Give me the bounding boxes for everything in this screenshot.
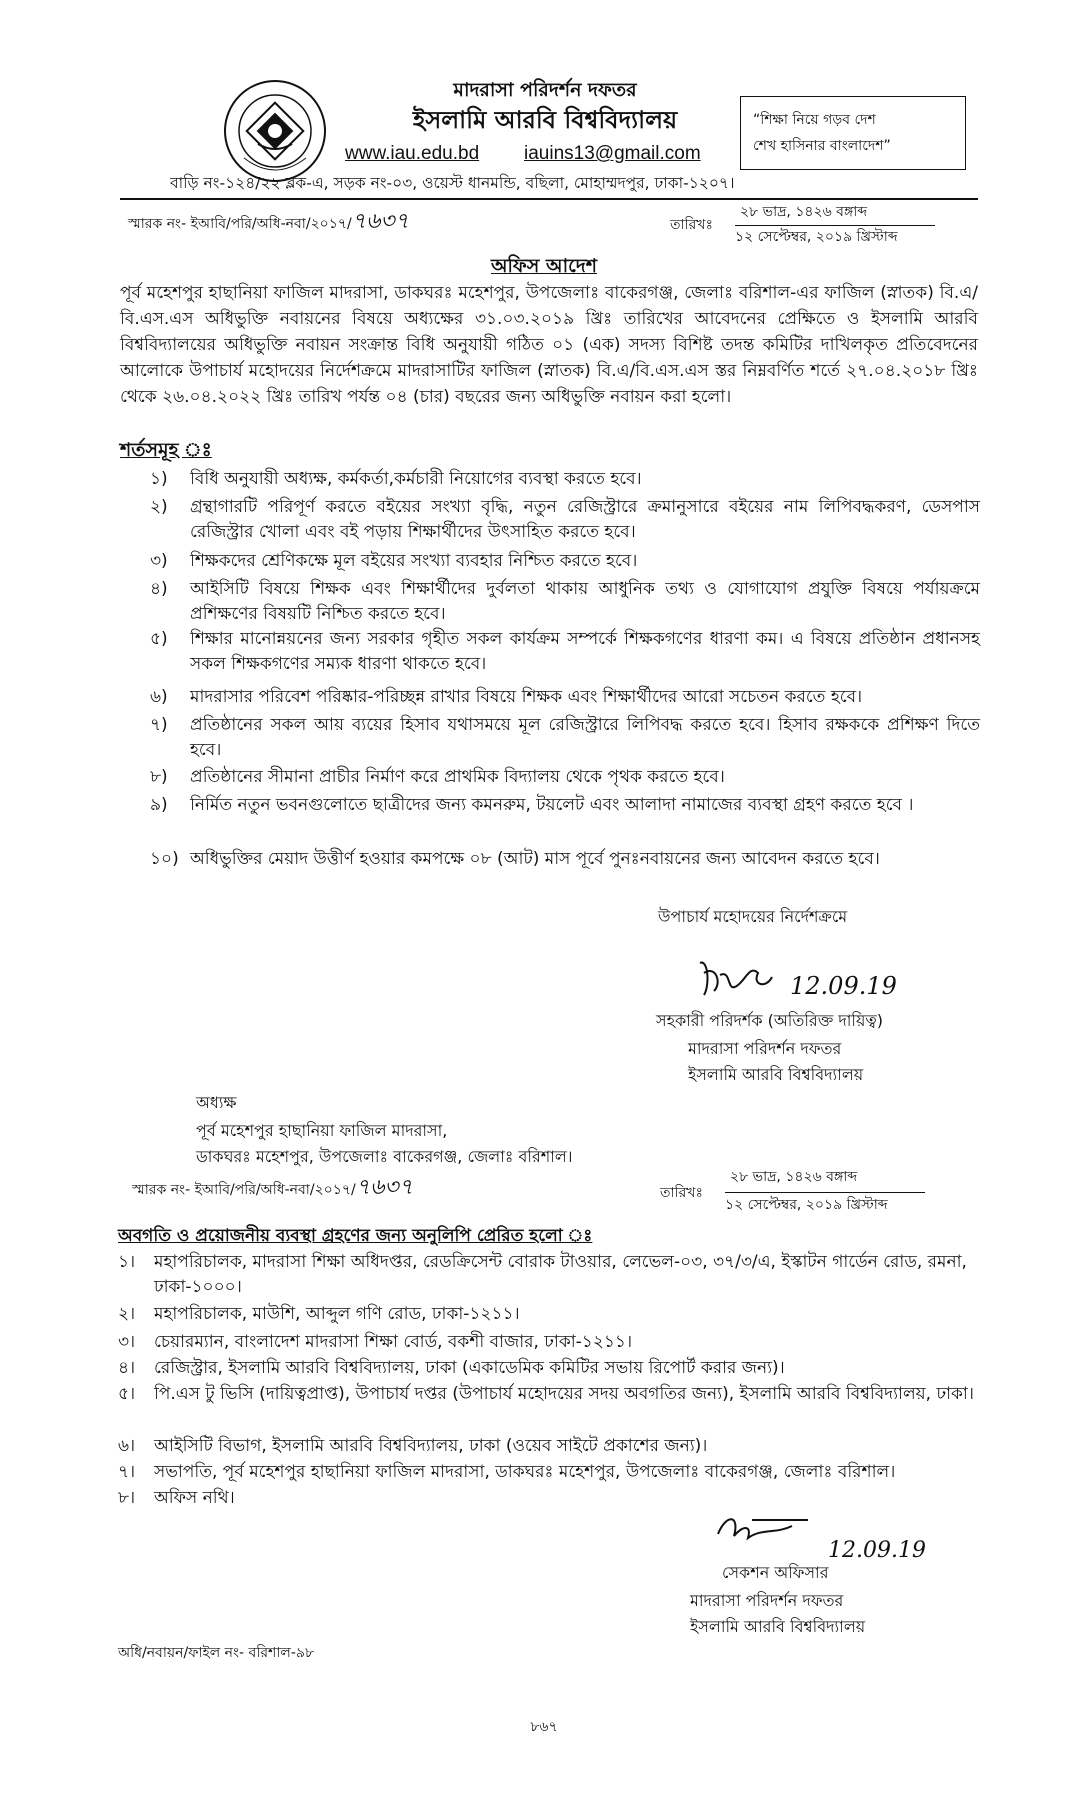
- copy-item: ৬। আইসিটি বিভাগ, ইসলামি আরবি বিশ্ববিদ্যালয়, ঢাকা (ওয়েব সাইটে প্রকাশের জন্য)।: [118, 1436, 708, 1456]
- condition-item: ৫) শিক্ষার মানোন্নয়নের জন্য সরকার গৃহীত সকল কার্যক্রম সম্পর্কে শিক্ষকগণের ধারণা কম। এ বিষয়ে প্রতিষ্ঠান প্রধানসহ সকল শিক্ষকগণের সম্যক ধারণা থাকতে হবে।: [150, 629, 980, 674]
- by-order-line: উপাচার্য মহোদয়ের নির্দেশক্রমে: [658, 907, 848, 926]
- condition-item: ৯) নির্মিত নতুন ভবনগুলোতে ছাত্রীদের জন্য কমনরুম, টয়লেট এবং আলাদা নামাজের ব্যবস্থা গ্রহণ করতে হবে ।: [150, 795, 914, 815]
- condition-item: ৩) শিক্ষকদের শ্রেণিকক্ষে মূল বইয়ের সংখ্যা ব্যবহার নিশ্চিত করতে হবে।: [150, 551, 638, 571]
- condition-item: ১০) অধিভুক্তির মেয়াদ উত্তীর্ণ হওয়ার কমপক্ষে ০৮ (আট) মাস পূর্বে পুনঃনবায়নের জন্য আবেদন করতে হবে।: [150, 849, 880, 869]
- slogan-line-1: “শিক্ষা নিয়ে গড়ব দেশ: [753, 112, 876, 128]
- signatory-1-title: সহকারী পরিদর্শক (অতিরিক্ত দায়িত্ব): [656, 1011, 884, 1030]
- memo-date-gregorian: ১২ সেপ্টেম্বর, ২০১৯ খ্রিস্টাব্দ: [735, 229, 898, 245]
- recipient-address: ডাকঘরঃ মহেশপুর, উপজেলাঃ বাকেরগঞ্জ, জেলাঃ বরিশাল।: [196, 1147, 573, 1166]
- memo-2-ref: [132, 1175, 413, 1200]
- copy-item: ৮। অফিস নথি।: [118, 1488, 235, 1508]
- memo-2-date-bangla: ২৮ ভাদ্র, ১৪২৬ বঙ্গাব্দ: [730, 1169, 858, 1185]
- memo-2-date-rule: [725, 1192, 925, 1193]
- memo-2-date-gregorian: ১২ সেপ্টেম্বর, ২০১৯ খ্রিস্টাব্দ: [725, 1197, 888, 1213]
- slogan-box: [740, 96, 966, 170]
- memo-ref-number: ৭৬৩৭: [351, 209, 409, 234]
- signature-2: [712, 1508, 822, 1548]
- signature-2-date: 12.09.19: [828, 1538, 926, 1563]
- copy-item: ৪। রেজিস্ট্রার, ইসলামি আরবি বিশ্ববিদ্যালয়, ঢাকা (একাডেমিক কমিটির সভায় রিপোর্ট করার জন্য)।: [118, 1358, 785, 1378]
- memo-2-date-label: তারিখঃ: [660, 1185, 703, 1201]
- condition-item: ৬) মাদরাসার পরিবেশ পরিষ্কার-পরিচ্ছন্ন রাখার বিষয়ে শিক্ষক এবং শিক্ষার্থীদের আরো সচেতন করতে হবে।: [150, 687, 863, 707]
- header-rule: [120, 198, 978, 200]
- condition-item: ২) গ্রন্থাগারটি পরিপূর্ণ করতে বইয়ের সংখ্যা বৃদ্ধি, নতুন রেজিস্ট্রারে ক্রমানুসারে বইয়ের নাম লিপিবদ্ধকরণ, ডেসপাস রেজিস্ট্রার খোলা এবং বই পড়ায় শিক্ষার্থীদের উৎসাহিত করতে হবে।: [150, 497, 980, 542]
- memo-ref-text: স্মারক নং- ইআবি/পরি/অধি-নবা/২০১৭/: [128, 216, 352, 232]
- slogan-line-2: শেখ হাসিনার বাংলাদেশ”: [753, 138, 891, 154]
- copy-item: ৩। চেয়ারম্যান, বাংলাদেশ মাদরাসা শিক্ষা বোর্ড, বকশী বাজার, ঢাকা-১২১১।: [118, 1332, 633, 1352]
- file-number: অধি/নবায়ন/ফাইল নং- বরিশাল-৯৮: [118, 1645, 315, 1661]
- copy-item: ৭। সভাপতি, পূর্ব মহেশপুর হাছানিয়া ফাজিল মাদরাসা, ডাকঘরঃ মহেশপুর, উপজেলাঃ বাকেরগঞ্জ, জেলাঃ বরিশাল।: [118, 1462, 896, 1482]
- recipient-title: অধ্যক্ষ: [196, 1093, 237, 1112]
- condition-item: ৮) প্রতিষ্ঠানের সীমানা প্রাচীর নির্মাণ করে প্রাথমিক বিদ্যালয় থেকে পৃথক করতে হবে।: [150, 767, 725, 787]
- conditions-title: শর্তসমূহ ঃ: [120, 439, 212, 461]
- signatory-1-university: ইসলামি আরবি বিশ্ববিদ্যালয়: [688, 1065, 864, 1084]
- condition-item: ৪) আইসিটি বিষয়ে শিক্ষক এবং শিক্ষার্থীদের দুর্বলতা থাকায় আধুনিক তথ্য ও যোগাযোগ প্রযুক্তি বিষয়ে পর্যায়ক্রমে প্রশিক্ষণের বিষয়টি নিশ্চিত করতে হবে।: [150, 579, 980, 624]
- copy-item: ২। মহাপরিচালক, মাউশি, আব্দুল গণি রোড, ঢাকা-১২১১।: [118, 1304, 520, 1324]
- memo-ref: [128, 209, 409, 234]
- order-title: অফিস আদেশ: [491, 255, 597, 277]
- office-address: বাড়ি নং-১২৪/২২ ব্লক-এ, সড়ক নং-০৩, ওয়েস্ট ধানমন্ডি, বছিলা, মোহাম্মদপুর, ঢাকা-১২০৭।: [170, 174, 735, 192]
- order-body: পূর্ব মহেশপুর হাছানিয়া ফাজিল মাদরাসা, ডাকঘরঃ মহেশপুর, উপজেলাঃ বাকেরগঞ্জ, জেলাঃ বরিশাল-এর ফাজিল (স্নাতক) বি.এ/বি.এস.এস অধিভুক্তি নবায়নের বিষয়ে অধ্যক্ষের ৩১.০৩.২০১৯ খ্রিঃ তারিখের আবেদনের প্রেক্ষিতে ও ইসলামি আরবি বিশ্ববিদ্যালয়ের অধিভুক্তি নবায়ন সংক্রান্ত বিধি অনুযায়ী গঠিত ০১ (এক) সদস্য বিশিষ্ট তদন্ত কমিটির দাখিলকৃত প্রতিবেদনের আলোকে উপাচার্য মহোদয়ের নির্দেশক্রমে মাদরাসাটির ফাজিল (স্নাতক) বি.এ/বি.এস.এস স্তর নিম্নবর্ণিত শর্তে ২৭.০৪.২০১৮ খ্রিঃ থেকে ২৬.০৪.২০২২ খ্রিঃ তারিখ পর্যন্ত ০৪ (চার) বছরের জন্য অধিভুক্তি নবায়ন করা হলো।: [120, 283, 978, 407]
- memo-date-rule: [735, 225, 935, 226]
- memo-date-label: তারিখঃ: [670, 217, 713, 233]
- website-link[interactable]: www.iau.edu.bd: [345, 143, 480, 164]
- copy-item: ১। মহাপরিচালক, মাদরাসা শিক্ষা অধিদপ্তর, রেডক্রিসেন্ট বোরাক টাওয়ার, লেভেল-০৩, ৩৭/৩/এ, ইস্কাটন গার্ডেন রোড, রমনা, ঢাকা-১০০০।: [118, 1252, 967, 1297]
- copies-title: অবগতি ও প্রয়োজনীয় ব্যবস্থা গ্রহণের জন্য অনুলিপি প্রেরিত হলো ঃ: [118, 1226, 593, 1246]
- signatory-2-office: মাদরাসা পরিদর্শন দফতর: [690, 1591, 844, 1610]
- page-number: ৮৬৭: [530, 1719, 558, 1735]
- signatory-2-title: সেকশন অফিসার: [722, 1563, 829, 1582]
- signature-1-date: 12.09.19: [790, 972, 897, 1000]
- office-name: মাদরাসা পরিদর্শন দফতর: [453, 79, 637, 101]
- condition-item: ১) বিধি অনুযায়ী অধ্যক্ষ, কর্মকর্তা,কর্মচারী নিয়োগের ব্যবস্থা করতে হবে।: [150, 469, 642, 489]
- copy-item: ৫। পি.এস টু ভিসি (দায়িত্বপ্রাপ্ত), উপাচার্য দপ্তর (উপাচার্য মহোদয়ের সদয় অবগতির জন্য), ইসলামি আরবি বিশ্ববিদ্যালয়, ঢাকা।: [118, 1384, 974, 1404]
- condition-item: ৭) প্রতিষ্ঠানের সকল আয় ব্যয়ের হিসাব যথাসময়ে মূল রেজিস্ট্রারে লিপিবদ্ধ করতে হবে। হিসাব রক্ষককে প্রশিক্ষণ দিতে হবে।: [150, 715, 980, 760]
- memo-2-ref-text: স্মারক নং- ইআবি/পরি/অধি-নবা/২০১৭/: [132, 1182, 356, 1198]
- memo-2-ref-number: ৭৬৩৭: [355, 1175, 413, 1200]
- signatory-1-office: মাদরাসা পরিদর্শন দফতর: [688, 1039, 842, 1058]
- memo-date-bangla: ২৮ ভাদ্র, ১৪২৬ বঙ্গাব্দ: [740, 204, 868, 220]
- recipient-name: পূর্ব মহেশপুর হাছানিয়া ফাজিল মাদরাসা,: [196, 1121, 448, 1140]
- signatory-2-university: ইসলামি আরবি বিশ্ববিদ্যালয়: [690, 1617, 866, 1636]
- university-logo: [222, 78, 328, 184]
- university-name: ইসলামি আরবি বিশ্ববিদ্যালয়: [412, 106, 678, 134]
- email-link[interactable]: iauins13@gmail.com: [524, 143, 701, 164]
